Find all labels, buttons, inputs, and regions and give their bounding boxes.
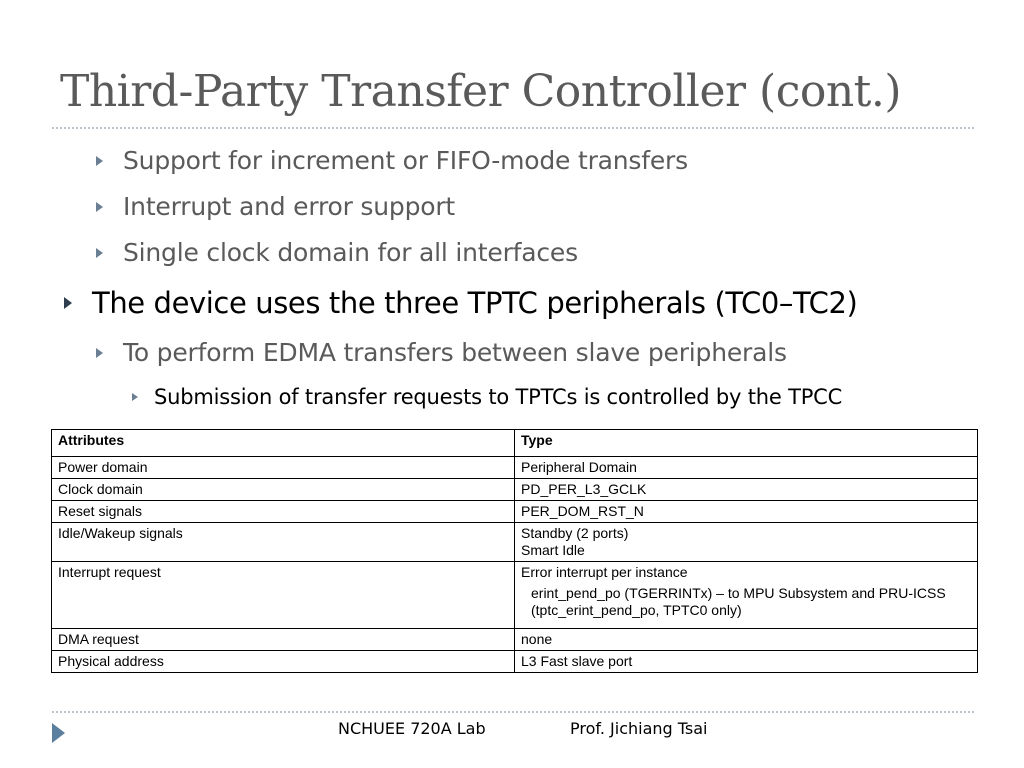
attr-cell: Reset signals — [52, 501, 515, 523]
bullet-arrow-icon — [96, 156, 103, 166]
footer-author: Prof. Jichiang Tsai — [570, 719, 708, 738]
table-row — [52, 562, 978, 629]
bullet-text: Submission of transfer requests to TPTCs is controlled by the TPCC — [154, 385, 843, 409]
bullet-item — [96, 192, 455, 221]
attr-cell: Power domain — [52, 457, 515, 479]
header-attributes: Attributes — [52, 430, 515, 457]
title-divider — [52, 127, 974, 129]
type-line: Standby (2 ports) — [521, 525, 629, 541]
bullet-text: Single clock domain for all interfaces — [123, 238, 578, 267]
type-cell: PER_DOM_RST_N — [515, 501, 978, 523]
table-row — [52, 457, 978, 479]
attr-cell: Interrupt request — [52, 562, 515, 629]
bullet-item — [96, 146, 688, 175]
bullet-text: To perform EDMA transfers between slave peripherals — [123, 338, 787, 367]
next-slide-arrow-icon[interactable] — [52, 723, 65, 743]
type-cell: L3 Fast slave port — [515, 651, 978, 673]
attr-cell: Physical address — [52, 651, 515, 673]
table-row — [52, 651, 978, 673]
bullet-arrow-icon — [132, 393, 138, 401]
table-row — [52, 479, 978, 501]
table-row — [52, 523, 978, 562]
slide-title: Third-Party Transfer Controller (cont.) — [60, 66, 901, 117]
bullet-text: Interrupt and error support — [123, 192, 456, 221]
table-row — [52, 501, 978, 523]
type-cell: PD_PER_L3_GCLK — [515, 479, 978, 501]
bullet-arrow-icon — [96, 202, 103, 212]
bullet-arrow-icon — [96, 348, 103, 358]
type-line: Smart Idle — [521, 542, 585, 558]
bullet-text: The device uses the three TPTC peripherals (TC0–TC2) — [92, 286, 858, 320]
bullet-arrow-icon — [64, 297, 72, 309]
type-line: Error interrupt per instance — [521, 564, 688, 580]
bullet-item — [132, 385, 842, 409]
header-type: Type — [515, 430, 978, 457]
type-cell: Peripheral Domain — [515, 457, 978, 479]
bullet-text: Support for increment or FIFO-mode transfers — [123, 146, 688, 175]
table-row — [52, 629, 978, 651]
attr-cell: Clock domain — [52, 479, 515, 501]
type-cell — [515, 562, 978, 629]
bullet-item — [64, 286, 857, 320]
footer-divider — [52, 711, 974, 713]
footer-lab: NCHUEE 720A Lab — [338, 719, 486, 738]
bullet-item — [96, 238, 578, 267]
type-sub-line: erint_pend_po (TGERRINTx) – to MPU Subsystem and PRU-ICSS (tptc_erint_pend_po, TPTC0 only) — [531, 585, 946, 618]
bullet-arrow-icon — [96, 248, 103, 258]
bullet-item — [96, 338, 787, 367]
type-cell: none — [515, 629, 978, 651]
attr-cell: Idle/Wakeup signals — [52, 523, 515, 562]
table-header-row — [52, 430, 978, 457]
attr-cell: DMA request — [52, 629, 515, 651]
type-cell — [515, 523, 978, 562]
attributes-table — [51, 429, 978, 673]
